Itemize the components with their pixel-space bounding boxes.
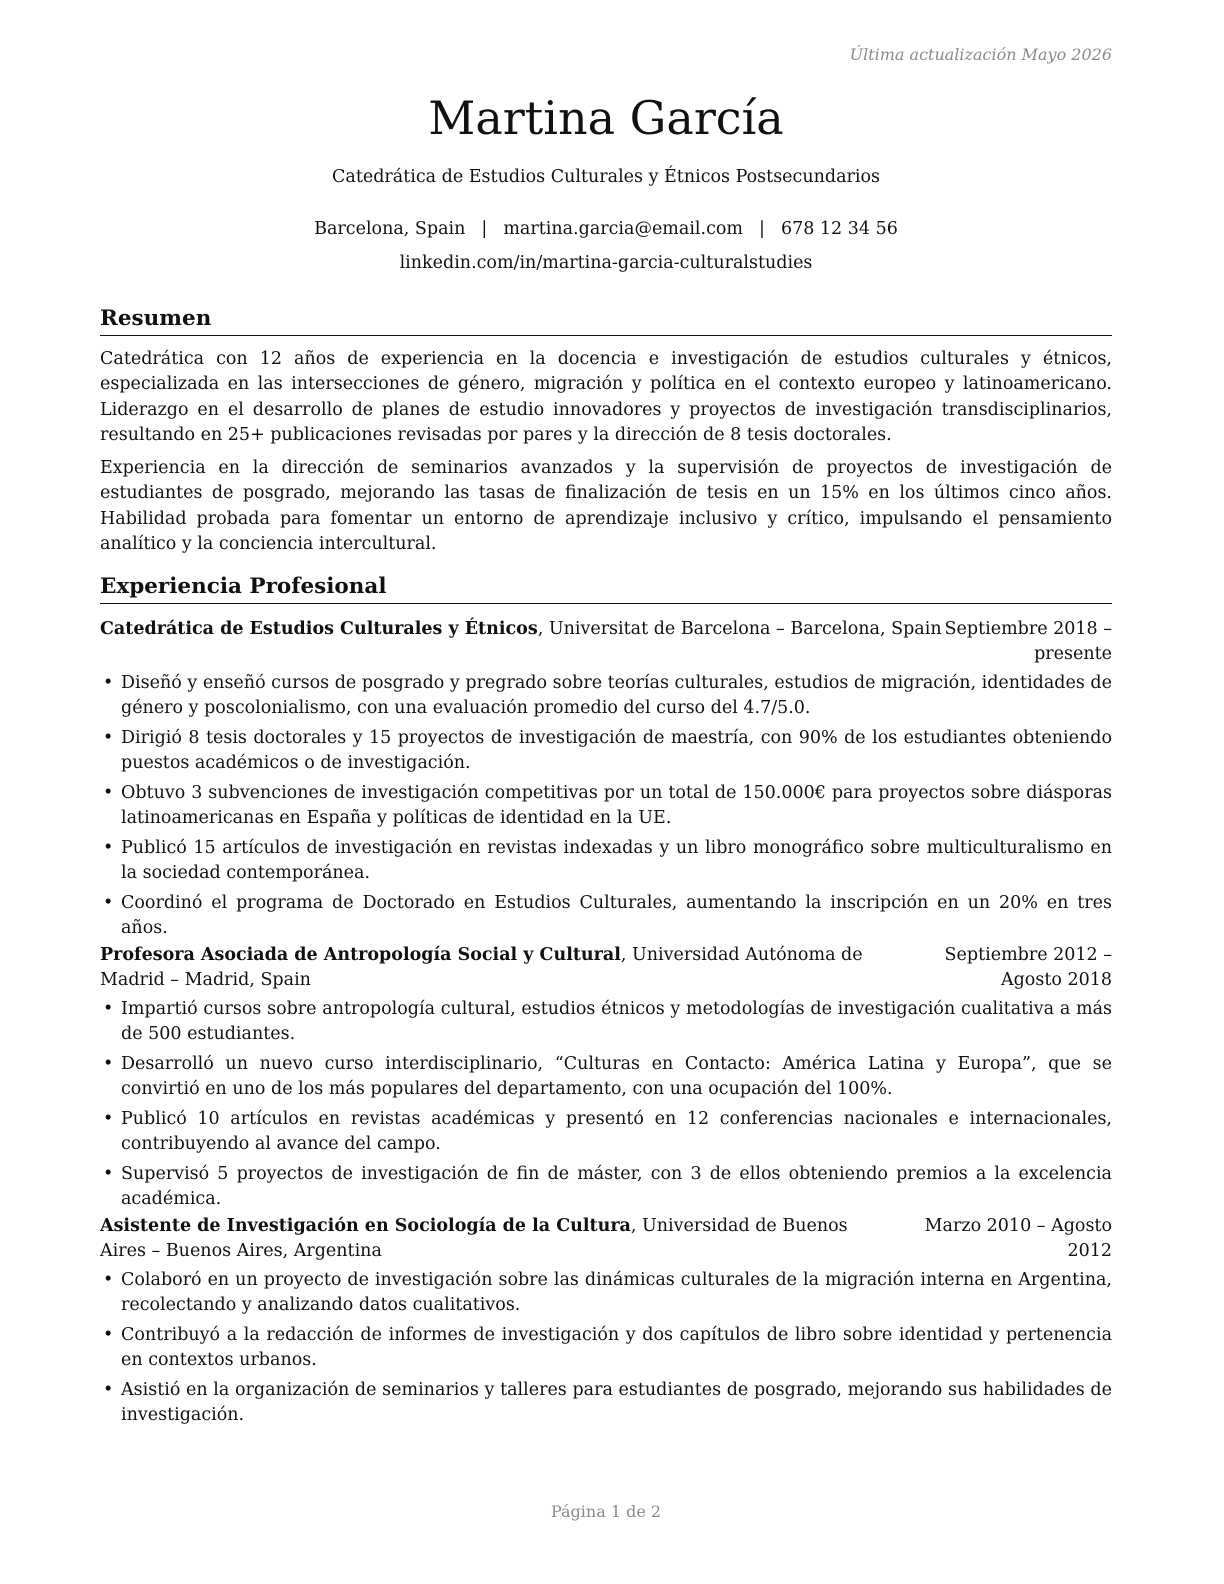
location: Barcelona, Spain — [314, 219, 466, 239]
summary-paragraph: Experiencia en la dirección de seminarios avanzados y la supervisión de proyectos de investigación de estudiantes de posgrado, mejorando las tasas de finalización de tesis en un 15% en los últimos cinco años. Habilidad probada para fomentar un entorno de aprendizaje inclusivo y crítico, impulsando el pensamiento analítico y la conciencia intercultural. — [100, 458, 1112, 555]
bullet-icon: • — [103, 1164, 114, 1184]
job-org: , Universidad de Buenos Aires – Buenos Aires, Argentina — [100, 1216, 848, 1261]
list-item: • Dirigió 8 tesis doctorales y 15 proyectos de investigación de maestría, con 90% de los estudiantes obteniendo puestos académicos o de investigación. — [103, 728, 1112, 773]
list-item: • Publicó 15 artículos de investigación en revistas indexadas y un libro monográfico sobre multiculturalismo en la sociedad contemporánea. — [103, 838, 1112, 883]
resume-page — [100, 0, 1112, 1584]
job-header — [100, 943, 1112, 993]
bullet-icon: • — [103, 728, 114, 748]
list-item: • Supervisó 5 proyectos de investigación de fin de máster, con 3 de ellos obteniendo premios a la excelencia académica. — [103, 1164, 1112, 1209]
job-header — [100, 617, 1112, 667]
summary-heading: Resumen — [100, 304, 1112, 336]
list-item: • Coordinó el programa de Doctorado en Estudios Culturales, aumentando la inscripción en un 20% en tres años. — [103, 893, 1112, 938]
job-entry — [100, 1214, 1112, 1433]
bullet-icon: • — [103, 673, 114, 693]
separator: | — [481, 219, 488, 239]
summary-section — [100, 347, 1112, 565]
list-item: • Diseñó y enseñó cursos de posgrado y pregrado sobre teorías culturales, estudios de migración, identidades de género y poscolonialismo, con una evaluación promedio del curso del 4.7/5.0. — [103, 673, 1112, 718]
candidate-title: Catedrática de Estudios Culturales y Étnicos Postsecundarios — [332, 167, 880, 187]
bullet-icon: • — [103, 838, 114, 858]
job-bullets — [100, 671, 1112, 941]
list-item: • Contribuyó a la redacción de informes de investigación y dos capítulos de libro sobre identidad y pertenencia en contextos urbanos. — [103, 1325, 1112, 1370]
job-dates: Marzo 2010 – Agosto 2012 — [924, 1216, 1112, 1261]
job-entry — [100, 943, 1112, 1217]
email-link[interactable]: martina.garcia@email.com — [503, 219, 744, 239]
job-header — [100, 1214, 1112, 1264]
bullet-icon: • — [103, 1325, 114, 1345]
job-entry — [100, 617, 1112, 946]
job-role-org — [100, 617, 942, 642]
bullet-icon: • — [103, 1109, 114, 1129]
job-role-org — [100, 943, 870, 993]
job-role: Catedrática de Estudios Culturales y Étnicos — [100, 619, 538, 639]
bullet-icon: • — [103, 1054, 114, 1074]
list-item: • Colaboró en un proyecto de investigación sobre las dinámicas culturales de la migración interna en Argentina, recolectando y analizando datos cualitativos. — [103, 1270, 1112, 1315]
bullet-icon: • — [103, 783, 114, 803]
page-number: Página 1 de 2 — [550, 1502, 662, 1521]
separator: | — [759, 219, 765, 239]
job-org: , Universitat de Barcelona – Barcelona, Spain — [537, 619, 942, 639]
last-updated: Última actualización Mayo 2026 — [849, 45, 1112, 64]
candidate-name: Martina García — [428, 91, 784, 145]
bullet-icon: • — [103, 893, 114, 913]
list-item: • Desarrolló un nuevo curso interdisciplinario, “Culturas en Contacto: América Latina y Europa”, que se convirtió en uno de los más populares del departamento, con una ocupación del 100%. — [103, 1054, 1112, 1099]
job-role-org — [100, 1214, 880, 1264]
job-role: Profesora Asociada de Antropología Social y Cultural — [100, 945, 621, 965]
experience-heading: Experiencia Profesional — [100, 572, 1112, 604]
phone-number: 678 12 34 56 — [780, 219, 898, 239]
job-org: , Universidad Autónoma de Madrid – Madrid, Spain — [100, 945, 863, 990]
job-dates: Septiembre 2012 – Agosto 2018 — [944, 945, 1112, 990]
list-item: • Publicó 10 artículos en revistas académicas y presentó en 12 conferencias nacionales e internacionales, contribuyendo al avance del campo. — [103, 1109, 1112, 1154]
list-item: • Obtuvo 3 subvenciones de investigación competitivas por un total de 150.000€ para proyectos sobre diásporas latinoamericanas en España y políticas de identidad en la UE. — [103, 783, 1112, 828]
job-bullets — [100, 1268, 1112, 1428]
bullet-icon: • — [103, 999, 114, 1019]
job-dates: Septiembre 2018 – presente — [944, 619, 1112, 664]
contact-line — [100, 219, 1112, 239]
job-role: Asistente de Investigación en Sociología de la Cultura — [100, 1216, 631, 1236]
list-item: • Impartió cursos sobre antropología cultural, estudios étnicos y metodologías de investigación cualitativa a más de 500 estudiantes. — [103, 999, 1112, 1044]
linkedin-link[interactable]: linkedin.com/in/martina-garcia-culturalstudies — [399, 253, 813, 273]
summary-paragraph: Catedrática con 12 años de experiencia en la docencia e investigación de estudios culturales y étnicos, especializada en las intersecciones de género, migración y política en el contexto europeo y latinoamericano. Liderazgo en el desarrollo de planes de estudio innovadores y proyectos de investigación transdisciplinarios, resultando en 25+ publicaciones revisadas por pares y la dirección de 8 tesis doctorales. — [100, 349, 1112, 445]
bullet-icon: • — [103, 1380, 114, 1400]
list-item: • Asistió en la organización de seminarios y talleres para estudiantes de posgrado, mejorando sus habilidades de investigación. — [103, 1380, 1112, 1425]
bullet-icon: • — [103, 1270, 114, 1290]
job-bullets — [100, 997, 1112, 1212]
